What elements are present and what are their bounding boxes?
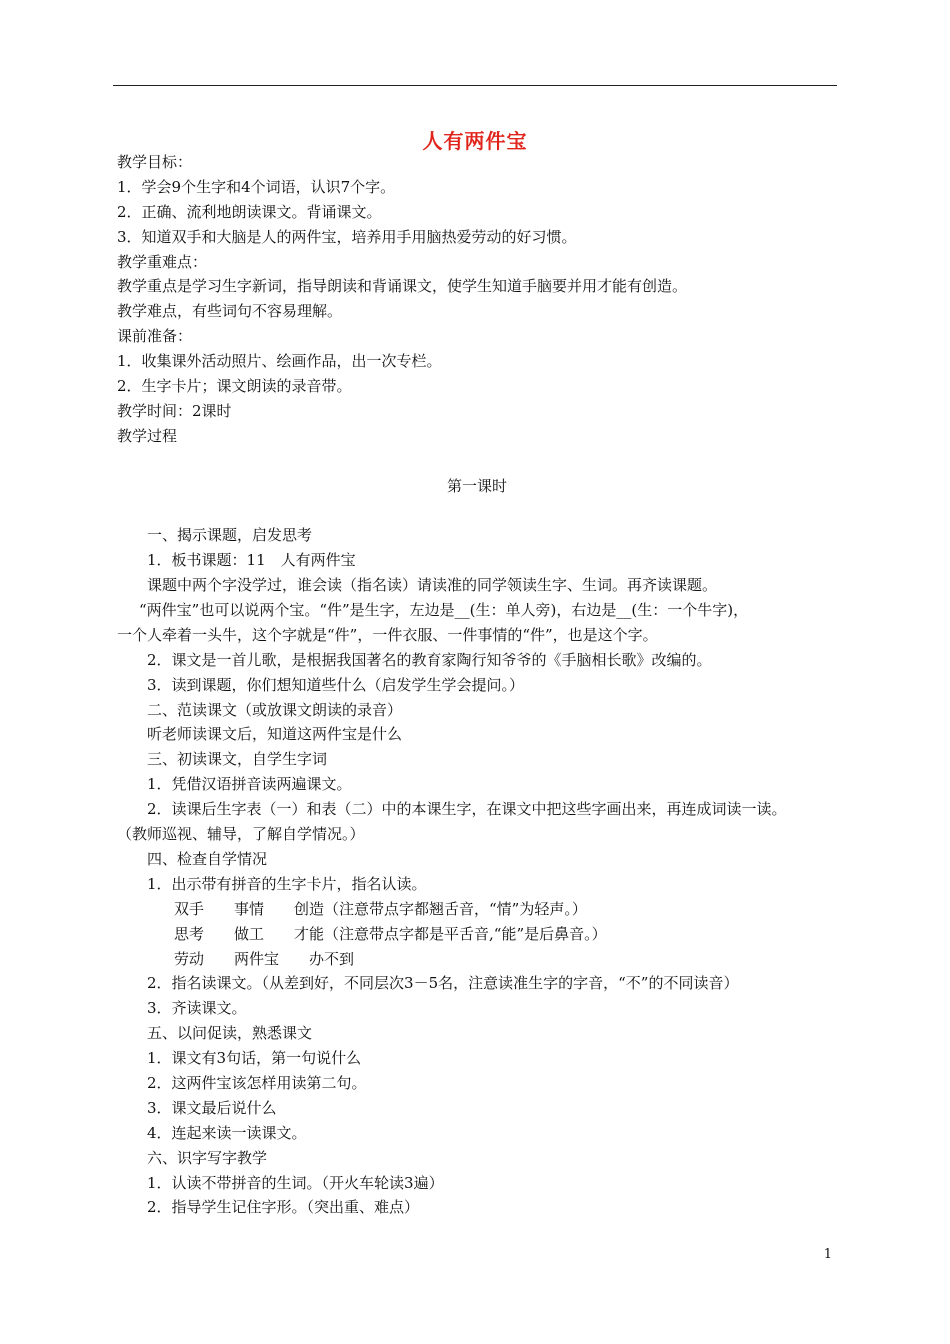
- objectives-heading: 教学目标：: [117, 153, 193, 171]
- document-body: [117, 150, 837, 1220]
- step-heading: 三、初读课文，自学生字词: [147, 750, 328, 769]
- word-list-row: 劳动 两件宝 办不到: [174, 949, 355, 968]
- key-points-heading: 教学重难点：: [117, 252, 208, 271]
- body-line: 1．认读不带拼音的生词。（开火车轮读3遍）: [147, 1173, 444, 1192]
- body-line: 1．课文有3句话，第一句说什么: [147, 1049, 362, 1068]
- body-line: 2．读课后生字表（一）和表（二）中的本课生字，在课文中把这些字画出来，再连成词读一读。: [147, 800, 787, 819]
- preparation-item: 1．收集课外活动照片、绘画作品，出一次专栏。: [117, 352, 442, 371]
- body-line: 3．齐读课文。: [147, 999, 247, 1018]
- header-rule: [113, 85, 837, 86]
- body-line: 3．读到课题，你们想知道些什么（启发学生学会提问。）: [147, 675, 525, 694]
- body-line: （教师巡视、辅导，了解自学情况。）: [117, 825, 365, 844]
- objective-item: 1．学会9个生字和4个词语，认识7个字。: [117, 177, 396, 196]
- word-list-row: 双手 事情 创造（注意带点字都翘舌音，“情”为轻声。）: [174, 899, 587, 918]
- page-number: 1: [823, 1247, 832, 1262]
- section-heading: 第一课时: [446, 476, 507, 495]
- body-line: “两件宝”也可以说两个宝。“件”是生字，左边是__(生：单人旁)，右边是__(生：一个牛字)，: [139, 601, 749, 620]
- step-heading: 五、以问促读，熟悉课文: [147, 1024, 313, 1043]
- body-line: 1．板书课题：11 人有两件宝: [147, 551, 356, 570]
- step-heading: 一、揭示课题，启发思考: [147, 526, 313, 545]
- body-line: 2．指导学生记住字形。（突出重、难点）: [147, 1198, 420, 1217]
- body-line: 1．凭借汉语拼音读两遍课文。: [147, 775, 352, 794]
- step-heading: 二、范读课文（或放课文朗读的录音）: [147, 700, 403, 719]
- process-heading: 教学过程: [117, 426, 178, 445]
- preparation-heading: 课前准备：: [117, 327, 193, 346]
- difficulty-text: 教学难点，有些词句不容易理解。: [117, 302, 343, 321]
- key-points-text: 教学重点是学习生字新词，指导朗读和背诵课文，使学生知道手脑要并用才能有创造。: [117, 277, 688, 296]
- preparation-item: 2．生字卡片；课文朗读的录音带。: [117, 377, 352, 396]
- body-line: 4．连起来读一读课文。: [147, 1123, 307, 1142]
- objective-item: 2．正确、流利地朗读课文。背诵课文。: [117, 202, 382, 221]
- objective-item: 3．知道双手和大脑是人的两件宝，培养用手用脑热爱劳动的好习惯。: [117, 227, 577, 246]
- body-line: 一个人牵着一头牛，这个字就是“件”，一件衣服、一件事情的“件”，也是这个字。: [117, 625, 658, 644]
- body-line: 2．指名读课文。（从差到好，不同层次3－5名，注意读准生字的字音，“不”的不同读音）: [147, 974, 739, 993]
- step-heading: 四、检查自学情况: [147, 849, 268, 868]
- body-line: 1．出示带有拼音的生字卡片，指名认读。: [147, 874, 427, 893]
- body-line: 课题中两个字没学过，谁会读（指名读）请读准的同学领读生字、生词。再齐读课题。: [147, 576, 718, 595]
- body-line: 2．课文是一首儿歌，是根据我国著名的教育家陶行知爷爷的《手脑相长歌》改编的。: [147, 650, 712, 669]
- word-list-row: 思考 做工 才能（注意带点字都是平舌音,“能”是后鼻音。）: [174, 924, 607, 943]
- body-line: 3．课文最后说什么: [147, 1098, 277, 1117]
- document-title: 人有两件宝: [422, 129, 528, 153]
- teaching-time: 教学时间：2课时: [117, 401, 232, 420]
- step-heading: 六、识字写字教学: [147, 1148, 268, 1167]
- body-line: 听老师读课文后，知道这两件宝是什么: [147, 725, 403, 744]
- body-line: 2．这两件宝该怎样用读第二句。: [147, 1073, 367, 1092]
